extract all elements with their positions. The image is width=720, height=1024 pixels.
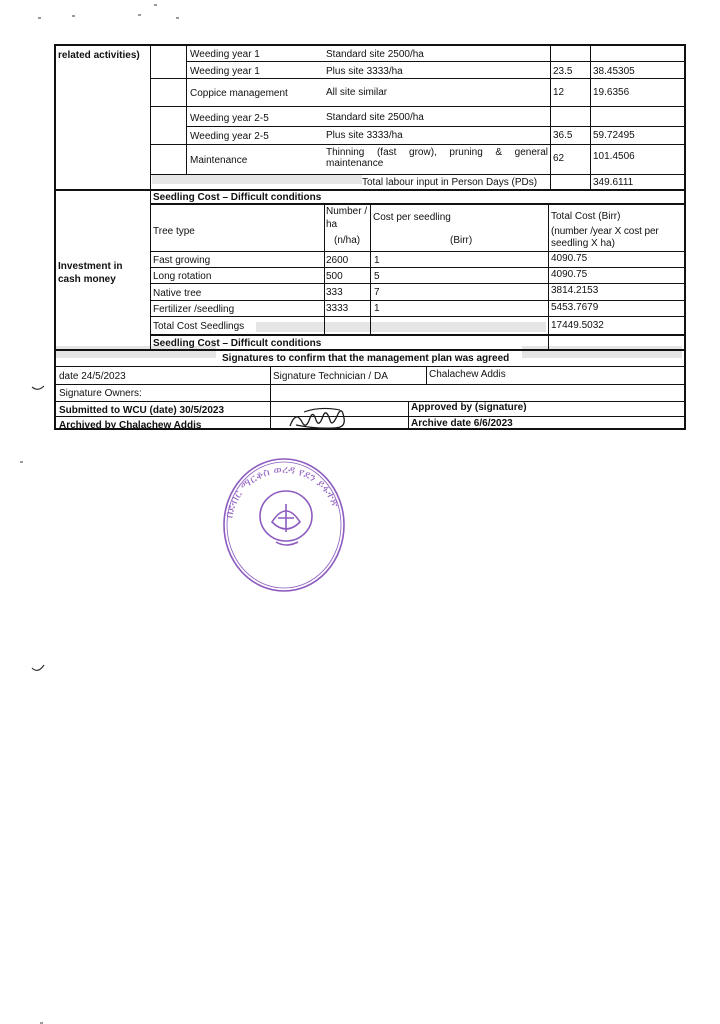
seedling-type: Fast growing	[153, 255, 211, 266]
labour-total-label: Total labour input in Person Days (PDs)	[362, 177, 538, 188]
divider	[370, 204, 371, 334]
scan-shading	[256, 322, 546, 332]
stamp-text: በደብር ማርቆስ ወረዳ የደን ይፋተጽ	[222, 462, 343, 520]
labour-description: All site similar	[326, 87, 388, 98]
header-number-ha: ha	[326, 219, 338, 230]
divider	[56, 384, 686, 385]
divider	[426, 366, 427, 384]
divider	[548, 204, 549, 350]
header-total-formula-2: seedling X ha)	[551, 238, 615, 249]
scan-shading	[152, 174, 362, 184]
management-plan-table	[54, 44, 686, 430]
header-total: Total Cost (Birr)	[551, 211, 621, 222]
divider	[324, 204, 325, 334]
divider	[150, 46, 151, 190]
labour-activity: Weeding year 1	[190, 66, 260, 77]
divider	[56, 349, 686, 351]
scan-speck	[20, 461, 23, 463]
labour-activity: Weeding year 1	[190, 49, 260, 60]
seedling-type: Long rotation	[153, 271, 212, 282]
plan-date: date 24/5/2023	[59, 371, 126, 382]
official-stamp	[216, 452, 352, 598]
labour-activity: Weeding year 2-5	[190, 113, 269, 124]
seedling-cost: 1	[374, 303, 380, 314]
seedling-number: 3333	[326, 303, 349, 314]
divider	[150, 283, 686, 284]
scan-speck	[72, 15, 75, 17]
divider	[186, 61, 686, 62]
signatures-heading: Signatures to confirm that the management plan was agreed	[222, 353, 510, 364]
seedling-number: 333	[326, 287, 343, 298]
approved-by: Approved by (signature)	[411, 402, 527, 413]
seedling-number: 500	[326, 271, 343, 282]
header-cost-unit: (Birr)	[450, 235, 473, 246]
seedling-cost: 1	[374, 255, 380, 266]
labour-total-value: 349.6111	[593, 177, 634, 188]
seedling-total: 3814.2153	[551, 285, 599, 296]
header-cost: Cost per seedling	[373, 212, 451, 223]
labour-description: Standard site 2500/ha	[326, 49, 424, 60]
divider	[150, 203, 686, 205]
divider	[270, 366, 271, 430]
labour-total: 19.6356	[593, 87, 630, 98]
divider	[150, 78, 686, 79]
seedling-number: 2600	[326, 255, 349, 266]
labour-pd-per-ha: 12	[553, 87, 565, 98]
seedling-total: 4090.75	[551, 269, 588, 280]
labour-total: 38.45305	[593, 66, 635, 77]
divider	[408, 401, 409, 430]
labour-pd-per-ha: 23.5	[553, 66, 573, 77]
technician-name: Chalachew Addis	[429, 369, 506, 380]
labour-group-label: related activities)	[58, 50, 140, 61]
divider	[186, 126, 686, 127]
labour-activity: Coppice management	[190, 88, 288, 99]
divider	[150, 300, 686, 301]
labour-activity: Maintenance	[190, 155, 248, 166]
seedling-cost: 5	[374, 271, 380, 282]
divider	[56, 401, 686, 402]
divider	[550, 46, 551, 190]
submitted-date: Submitted to WCU (date) 30/5/2023	[59, 405, 225, 416]
labour-pd-per-ha: 36.5	[553, 130, 573, 141]
scan-speck	[38, 17, 41, 19]
divider	[590, 46, 591, 190]
divider	[150, 174, 686, 175]
labour-description: Plus site 3333/ha	[326, 66, 403, 77]
technician-label: Signature Technician / DA	[273, 371, 388, 382]
labour-description: Standard site 2500/ha	[326, 112, 424, 123]
handwritten-signature	[286, 404, 348, 432]
divider	[150, 316, 686, 317]
investment-group-label: Investment in cash money	[58, 261, 123, 285]
archived-by: Archived by Chalachew Addis	[59, 420, 202, 431]
owners-label: Signature Owners:	[59, 388, 142, 399]
seedling-total: 5453.7679	[551, 302, 599, 313]
margin-mark	[30, 663, 46, 675]
header-tree-type: Tree type	[153, 226, 195, 237]
labour-description: Plus site 3333/ha	[326, 130, 403, 141]
divider	[150, 106, 686, 107]
seedling-cost: 7	[374, 287, 380, 298]
divider	[56, 416, 686, 417]
divider	[150, 267, 686, 268]
scan-speck	[176, 17, 179, 19]
seedling-total-label: Total Cost Seedlings	[153, 321, 245, 332]
divider	[150, 334, 686, 336]
seedling-footer-title: Seedling Cost – Difficult conditions	[153, 338, 322, 349]
seedling-type: Native tree	[153, 288, 202, 299]
labour-total: 59.72495	[593, 130, 635, 141]
labour-activity: Weeding year 2-5	[190, 131, 269, 142]
divider	[56, 366, 686, 367]
header-number-unit: (n/ha)	[334, 235, 361, 246]
labour-total: 101.4506	[593, 151, 635, 162]
scan-shading	[522, 346, 682, 358]
seedling-total-value: 17449.5032	[551, 320, 604, 331]
header-total-formula: (number /year X cost per	[551, 226, 659, 237]
seedling-cost-title: Seedling Cost – Difficult conditions	[153, 192, 322, 203]
margin-mark	[30, 383, 46, 393]
divider	[150, 251, 686, 252]
labour-pd-per-ha: 62	[553, 153, 565, 164]
divider	[150, 144, 686, 145]
scan-speck	[138, 14, 141, 16]
divider	[186, 46, 187, 174]
header-number: Number /	[326, 206, 368, 217]
seedling-total: 4090.75	[551, 253, 588, 264]
divider	[150, 191, 151, 351]
seedling-type: Fertilizer /seedling	[153, 304, 235, 315]
labour-description: Thinning (fast grow), pruning & general maintenance	[326, 147, 548, 169]
scan-speck	[154, 4, 157, 6]
archive-date: Archive date 6/6/2023	[411, 418, 513, 429]
